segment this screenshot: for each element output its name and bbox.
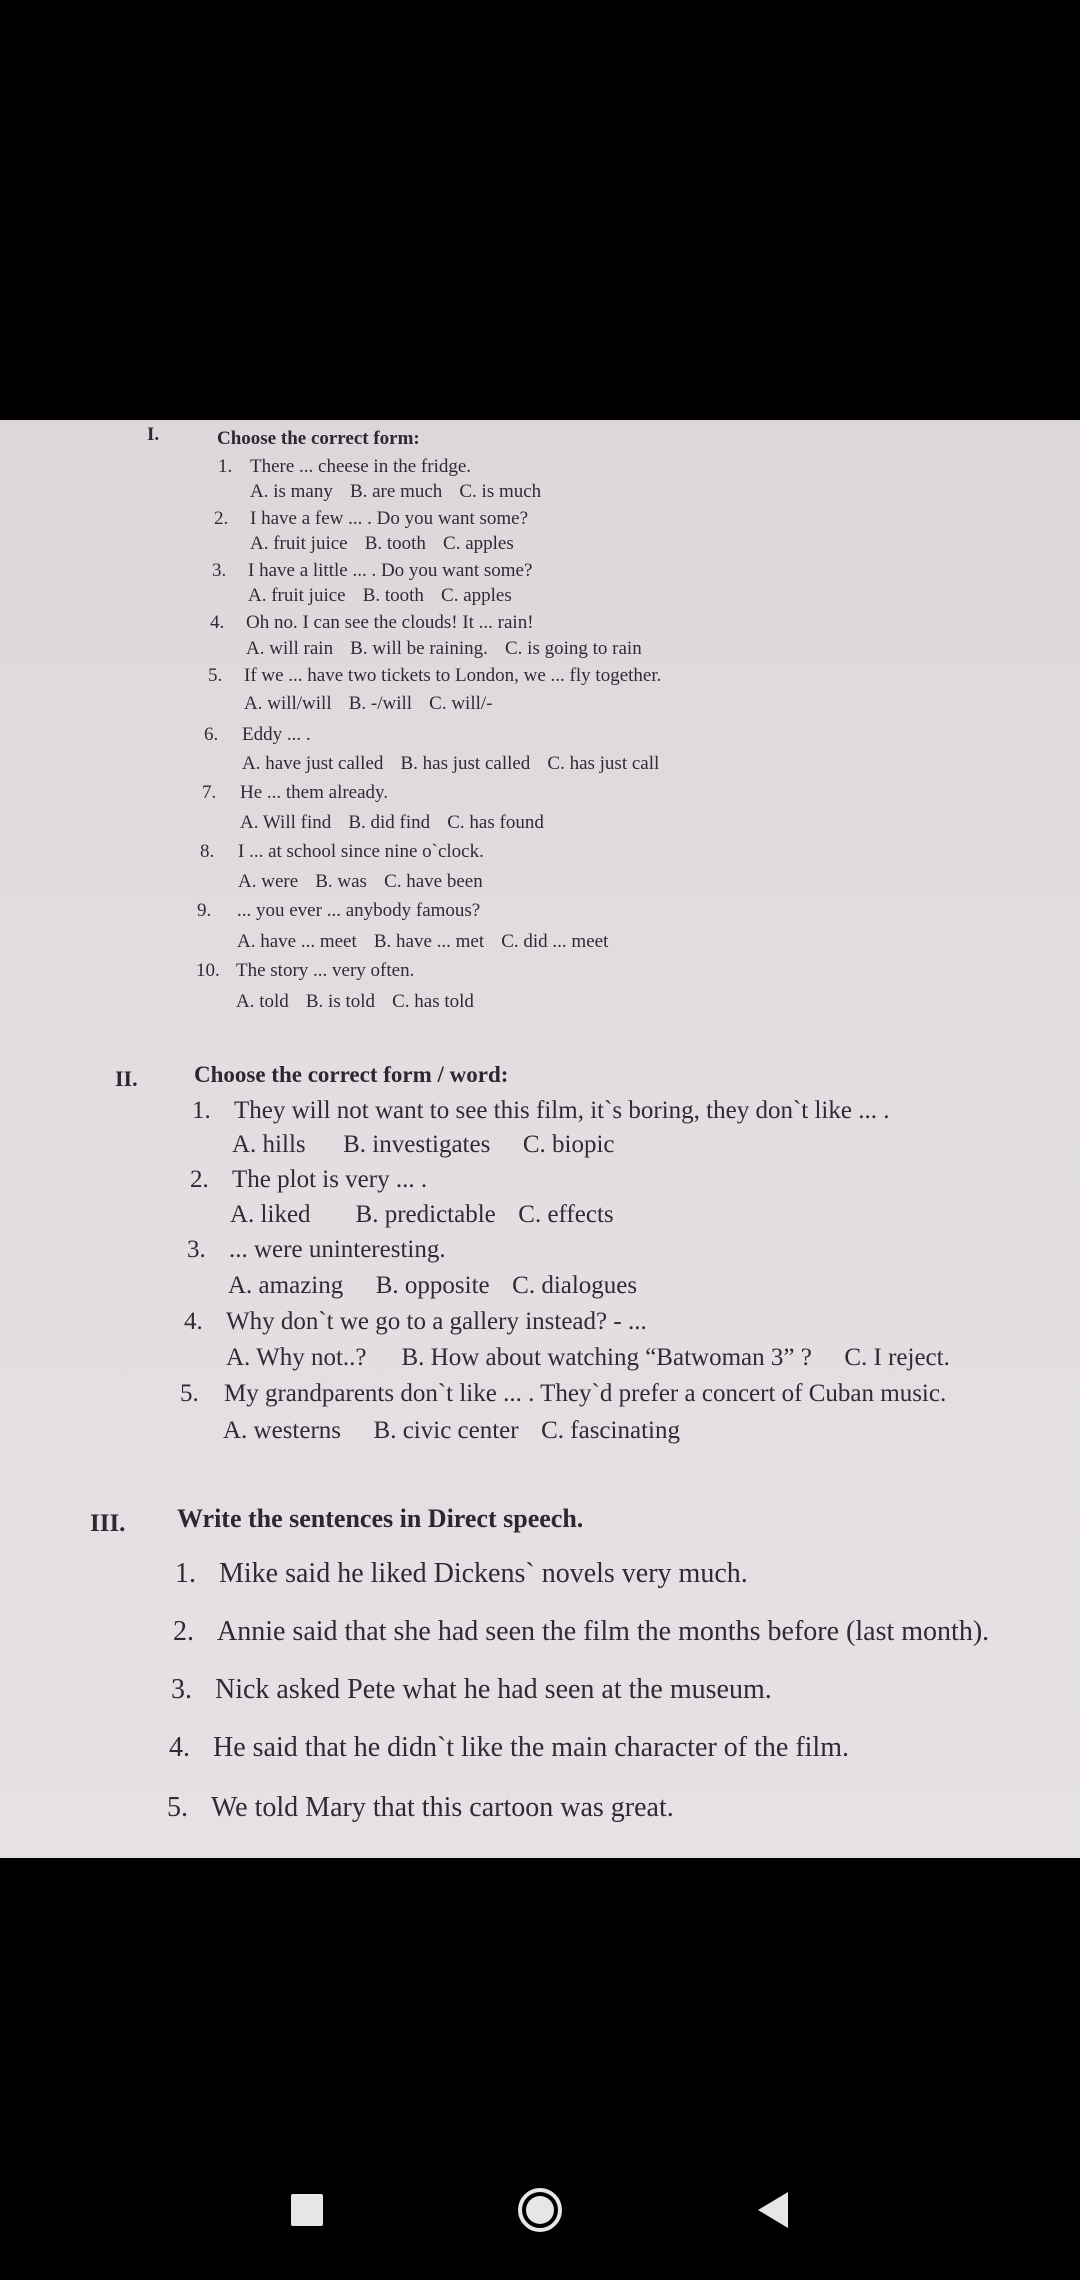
back-button[interactable]	[743, 2180, 803, 2240]
s2-question-1: 1. They will not want to see this film, it`s boring, they don`t like ... .	[192, 1097, 890, 1124]
s1-options-3: A. fruit juice B. tooth C. apples	[248, 585, 512, 606]
section-2-number: II.	[115, 1066, 138, 1091]
recents-button[interactable]	[277, 2180, 337, 2240]
s1-options-8: A. were B. was C. have been	[238, 871, 483, 892]
s2-options-5: A. westerns B. civic center C. fascinating	[223, 1417, 680, 1444]
s1-question-4: 4. Oh no. I can see the clouds! It ... rain!	[210, 612, 534, 633]
section-1-number: I.	[147, 424, 160, 445]
s3-item-3: 3. Nick asked Pete what he had seen at the museum.	[171, 1674, 772, 1705]
s1-options-1: A. is many B. are much C. is much	[250, 481, 542, 502]
s3-item-2: 2. Annie said that she had seen the film the months before (last month).	[173, 1616, 990, 1647]
square-icon	[291, 2194, 323, 2226]
s2-options-3: A. amazing B. opposite C. dialogues	[228, 1272, 638, 1299]
s2-question-2: 2. The plot is very ... .	[190, 1166, 428, 1193]
triangle-back-icon	[758, 2192, 788, 2228]
circle-home-icon	[518, 2188, 562, 2232]
navigation-bar	[0, 2140, 1080, 2280]
s3-item-5: 5. We told Mary that this cartoon was great.	[167, 1792, 674, 1823]
s1-question-9: 9. ... you ever ... anybody famous?	[197, 900, 481, 921]
s1-options-9: A. have ... meet B. have ... met C. did ... meet	[237, 931, 609, 952]
s1-question-1: 1. There ... cheese in the fridge.	[218, 456, 472, 477]
home-button[interactable]	[510, 2180, 570, 2240]
s2-question-3: 3. ... were uninteresting.	[187, 1236, 446, 1263]
s3-item-1: 1. Mike said he liked Dickens` novels very much.	[175, 1558, 748, 1589]
s3-item-4: 4. He said that he didn`t like the main character of the film.	[169, 1732, 849, 1763]
s1-options-7: A. Will find B. did find C. has found	[240, 812, 544, 833]
s1-options-6: A. have just called B. has just called C. has just call	[242, 753, 660, 774]
s1-question-5: 5. If we ... have two tickets to London, we ... fly together.	[208, 665, 662, 686]
section-3-title: Write the sentences in Direct speech.	[177, 1504, 584, 1533]
s1-question-7: 7. He ... them already.	[202, 782, 389, 803]
s1-options-5: A. will/will B. -/will C. will/-	[244, 693, 493, 714]
section-3-number: III.	[90, 1510, 126, 1537]
s1-question-2: 2. I have a few ... . Do you want some?	[214, 508, 529, 529]
s1-options-10: A. told B. is told C. has told	[236, 991, 474, 1012]
s2-options-4: A. Why not..? B. How about watching “Batwoman 3” ? C. I reject.	[226, 1344, 950, 1371]
s1-options-4: A. will rain B. will be raining. C. is going to rain	[246, 638, 642, 659]
s1-question-10: 10. The story ... very often.	[196, 960, 415, 981]
s1-options-2: A. fruit juice B. tooth C. apples	[250, 533, 514, 554]
worksheet-photo	[0, 420, 1080, 1858]
section-2-title: Choose the correct form / word:	[194, 1062, 509, 1087]
s2-question-4: 4. Why don`t we go to a gallery instead? - ...	[184, 1308, 647, 1335]
s2-question-5: 5. My grandparents don`t like ... . They`d prefer a concert of Cuban music.	[180, 1380, 947, 1407]
s1-question-6: 6. Eddy ... .	[204, 724, 311, 745]
s1-question-3: 3. I have a little ... . Do you want some?	[212, 560, 533, 581]
s2-options-2: A. liked B. predictable C. effects	[230, 1201, 614, 1228]
section-1-title: Choose the correct form:	[217, 428, 420, 449]
s2-options-1: A. hills B. investigates C. biopic	[232, 1131, 615, 1158]
s1-question-8: 8. I ... at school since nine o`clock.	[200, 841, 484, 862]
